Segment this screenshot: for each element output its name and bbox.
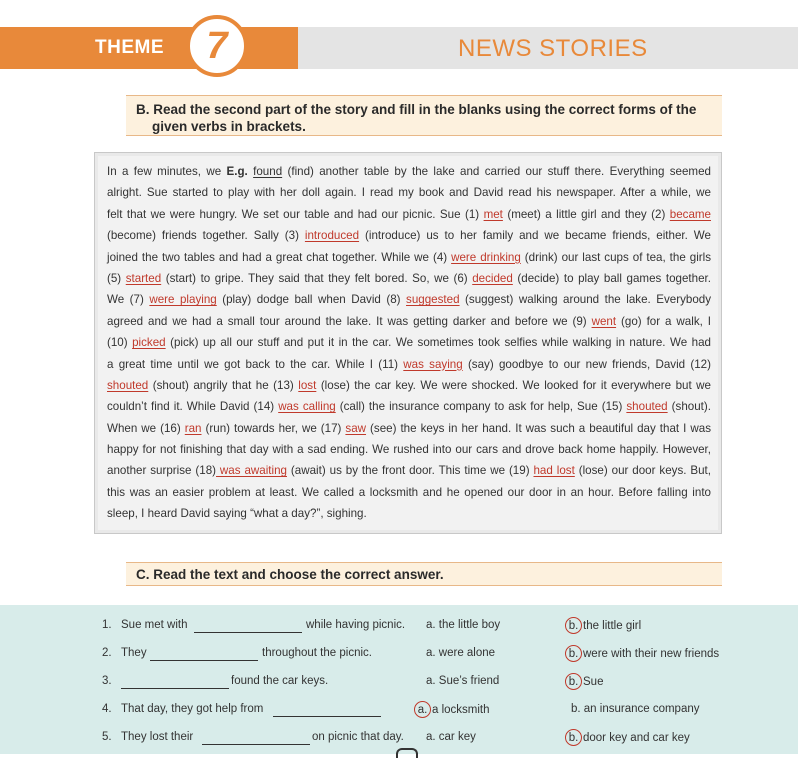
option-a: a. Sue’s friend	[426, 675, 500, 687]
passage-text: (become) friends together. Sally (3)	[107, 229, 305, 243]
passage-text: another surprise (18)	[107, 464, 217, 478]
passage-line	[107, 268, 711, 289]
passage-text: (call) the insurance company to ask for help, Sue (15)	[335, 400, 627, 414]
passage-text: (await) us by the front door. This time we (19)	[287, 464, 534, 478]
passage-text: joined the two tables and had a great chat together. While we (4)	[107, 250, 452, 264]
theme-label: THEME	[95, 37, 164, 58]
circled-answer: a.	[414, 701, 431, 718]
passage-text: (lose) our door keys. But,	[574, 464, 712, 478]
passage-text: (start) to gripe. They said that they felt bored. So, we (6)	[161, 271, 473, 285]
answer-blank	[202, 732, 310, 748]
passage-line	[107, 375, 711, 396]
question-text: while having picnic.	[306, 619, 406, 631]
option-a: a. the little boy	[426, 619, 501, 631]
passage-text: couldn’t find it. While David (14)	[107, 400, 279, 414]
option-a	[414, 701, 490, 718]
question-number: 1.	[102, 619, 112, 631]
section-b-title	[126, 95, 722, 136]
chapter-title: NEWS STORIES	[458, 35, 648, 62]
filled-answer: saw	[345, 421, 367, 435]
example-text: E.g.	[226, 165, 248, 178]
circled-answer: b.	[565, 617, 582, 634]
passage-line	[107, 247, 711, 268]
filled-answer: picked	[132, 336, 166, 350]
passage-line	[107, 311, 711, 332]
passage-text: (decide) to play ball games together.	[512, 271, 711, 285]
passage-text: a great time until we got back to the car. While I (11)	[107, 357, 404, 371]
passage-line	[107, 396, 711, 417]
example-text: found	[253, 165, 283, 178]
passage-text: (shout).	[667, 400, 711, 414]
answer-blank	[121, 676, 229, 692]
question-text: on picnic that day.	[312, 731, 404, 743]
filled-answer: introduced	[304, 229, 360, 243]
option-text: a locksmith	[432, 704, 490, 716]
theme-number: 7	[206, 25, 228, 67]
passage-line	[107, 482, 711, 503]
passage-line	[107, 204, 711, 225]
filled-answer: ran	[184, 421, 202, 435]
section-b-title-line2: given verbs in brackets.	[152, 119, 306, 134]
passage-text: (say) goodbye to our new friends, David (12)	[462, 357, 711, 371]
filled-answer: was awaiting	[216, 464, 287, 478]
passage-text: (shout) angrily that he (13)	[148, 378, 299, 392]
filled-answer: were drinking	[451, 250, 521, 264]
passage-text: (go) for a walk, I	[616, 314, 711, 328]
question-number: 5.	[102, 731, 112, 743]
question-text: They	[121, 647, 147, 659]
passage-text: In a few minutes, we	[107, 165, 227, 178]
option-b	[565, 645, 719, 662]
passage-text: alright. Sue started to play with her doll again. I read my book and David read his newspaper. After a while, we	[107, 186, 711, 200]
circled-answer: b.	[565, 673, 582, 690]
filled-answer: shouted	[626, 400, 668, 414]
passage-line	[107, 289, 711, 310]
option-text: door key and car key	[583, 732, 690, 744]
story-passage	[107, 161, 711, 525]
theme-header	[0, 27, 798, 69]
passage-text: (introduce) us to her family and we became friends, either. We	[359, 229, 711, 243]
passage-text: (drink) our last cups of tea, the girls	[520, 250, 712, 264]
question-number: 3.	[102, 675, 112, 687]
passage-text: happy for not finishing that day with a sad ending. We rushed into our cars and drove back home happily. However,	[107, 443, 711, 457]
theme-number-badge	[186, 15, 248, 77]
question-number: 4.	[102, 703, 112, 715]
passage-text: We (7)	[107, 293, 150, 307]
option-a: a. car key	[426, 731, 476, 743]
answer-blank	[273, 704, 381, 720]
filled-answer: became	[669, 207, 711, 221]
passage-text: sleep, I heard David saying “what a day?”, sighing.	[107, 507, 367, 521]
question-text: found the car keys.	[231, 675, 329, 687]
passage-text: felt that we were hungry. We set our table and had our picnic. Sue (1)	[107, 207, 484, 221]
passage-line	[107, 418, 711, 439]
passage-text: (find) another table by the lake and carried our stuff there. Everything seemed	[282, 165, 711, 178]
section-b-title-line1: B. Read the second part of the story and fill in the blanks using the correct forms of the	[136, 102, 697, 117]
passage-text: When we (16)	[107, 421, 185, 435]
passage-text: (play) dodge ball when David (8)	[216, 293, 407, 307]
option-b	[565, 617, 641, 634]
circled-answer: b.	[565, 645, 582, 662]
filled-answer: were playing	[149, 293, 217, 307]
filled-answer: went	[591, 314, 617, 328]
passage-text: (run) towards her, we (17)	[201, 421, 346, 435]
option-text: were with their new friends	[583, 648, 720, 660]
option-text: Sue	[583, 676, 604, 688]
option-b	[565, 729, 690, 746]
question-text: throughout the picnic.	[262, 647, 372, 659]
option-a: a. were alone	[426, 647, 496, 659]
filled-answer: was calling	[278, 400, 336, 414]
question-text: Sue met with	[121, 619, 188, 631]
filled-answer: shouted	[107, 378, 149, 392]
passage-line	[107, 161, 711, 182]
passage-text: (10)	[107, 336, 133, 350]
filled-answer: lost	[298, 378, 317, 392]
passage-line	[107, 332, 711, 353]
filled-answer: met	[483, 207, 503, 221]
answer-blank	[150, 648, 258, 664]
passage-text: (see) the keys in her hand. It was such a beautiful day that I was	[366, 421, 711, 435]
passage-line	[107, 439, 711, 460]
passage-text: (lose) the car key. We were shocked. We looked for it everywhere but we	[316, 378, 711, 392]
passage-text: (5)	[107, 271, 126, 285]
circled-answer: b.	[565, 729, 582, 746]
section-c-title: C. Read the text and choose the correct answer.	[126, 562, 722, 586]
answer-blank	[194, 620, 302, 636]
question-text: They lost their	[121, 731, 194, 743]
filled-answer: started	[125, 271, 162, 285]
passage-text: agreed and we had a small tour around the lake. It was getting darker and before we (9)	[107, 314, 592, 328]
filled-answer: had lost	[533, 464, 575, 478]
question-text: That day, they got help from	[121, 703, 264, 715]
passage-text: (meet) a little girl and they (2)	[502, 207, 670, 221]
filled-answer: was saying	[403, 357, 463, 371]
filled-answer: decided	[472, 271, 513, 285]
option-b: b. an insurance company	[571, 703, 700, 715]
passage-text: (suggest) walking around the lake. Everybody	[459, 293, 712, 307]
filled-answer: suggested	[406, 293, 460, 307]
passage-text: this was an easier problem at least. We called a locksmith and he opened our door in an hour. Before falling into	[107, 485, 711, 499]
passage-line	[107, 225, 711, 246]
option-b	[565, 673, 603, 690]
question-number: 2.	[102, 647, 112, 659]
passage-line	[107, 460, 711, 481]
passage-line	[107, 182, 711, 203]
passage-text: (pick) up all our stuff and put it in the car. We sometimes took selfies while walking in nature. We had	[165, 336, 711, 350]
page-edge-mark	[396, 748, 418, 758]
passage-line	[107, 503, 711, 524]
option-text: the little girl	[583, 620, 642, 632]
passage-line	[107, 354, 711, 375]
